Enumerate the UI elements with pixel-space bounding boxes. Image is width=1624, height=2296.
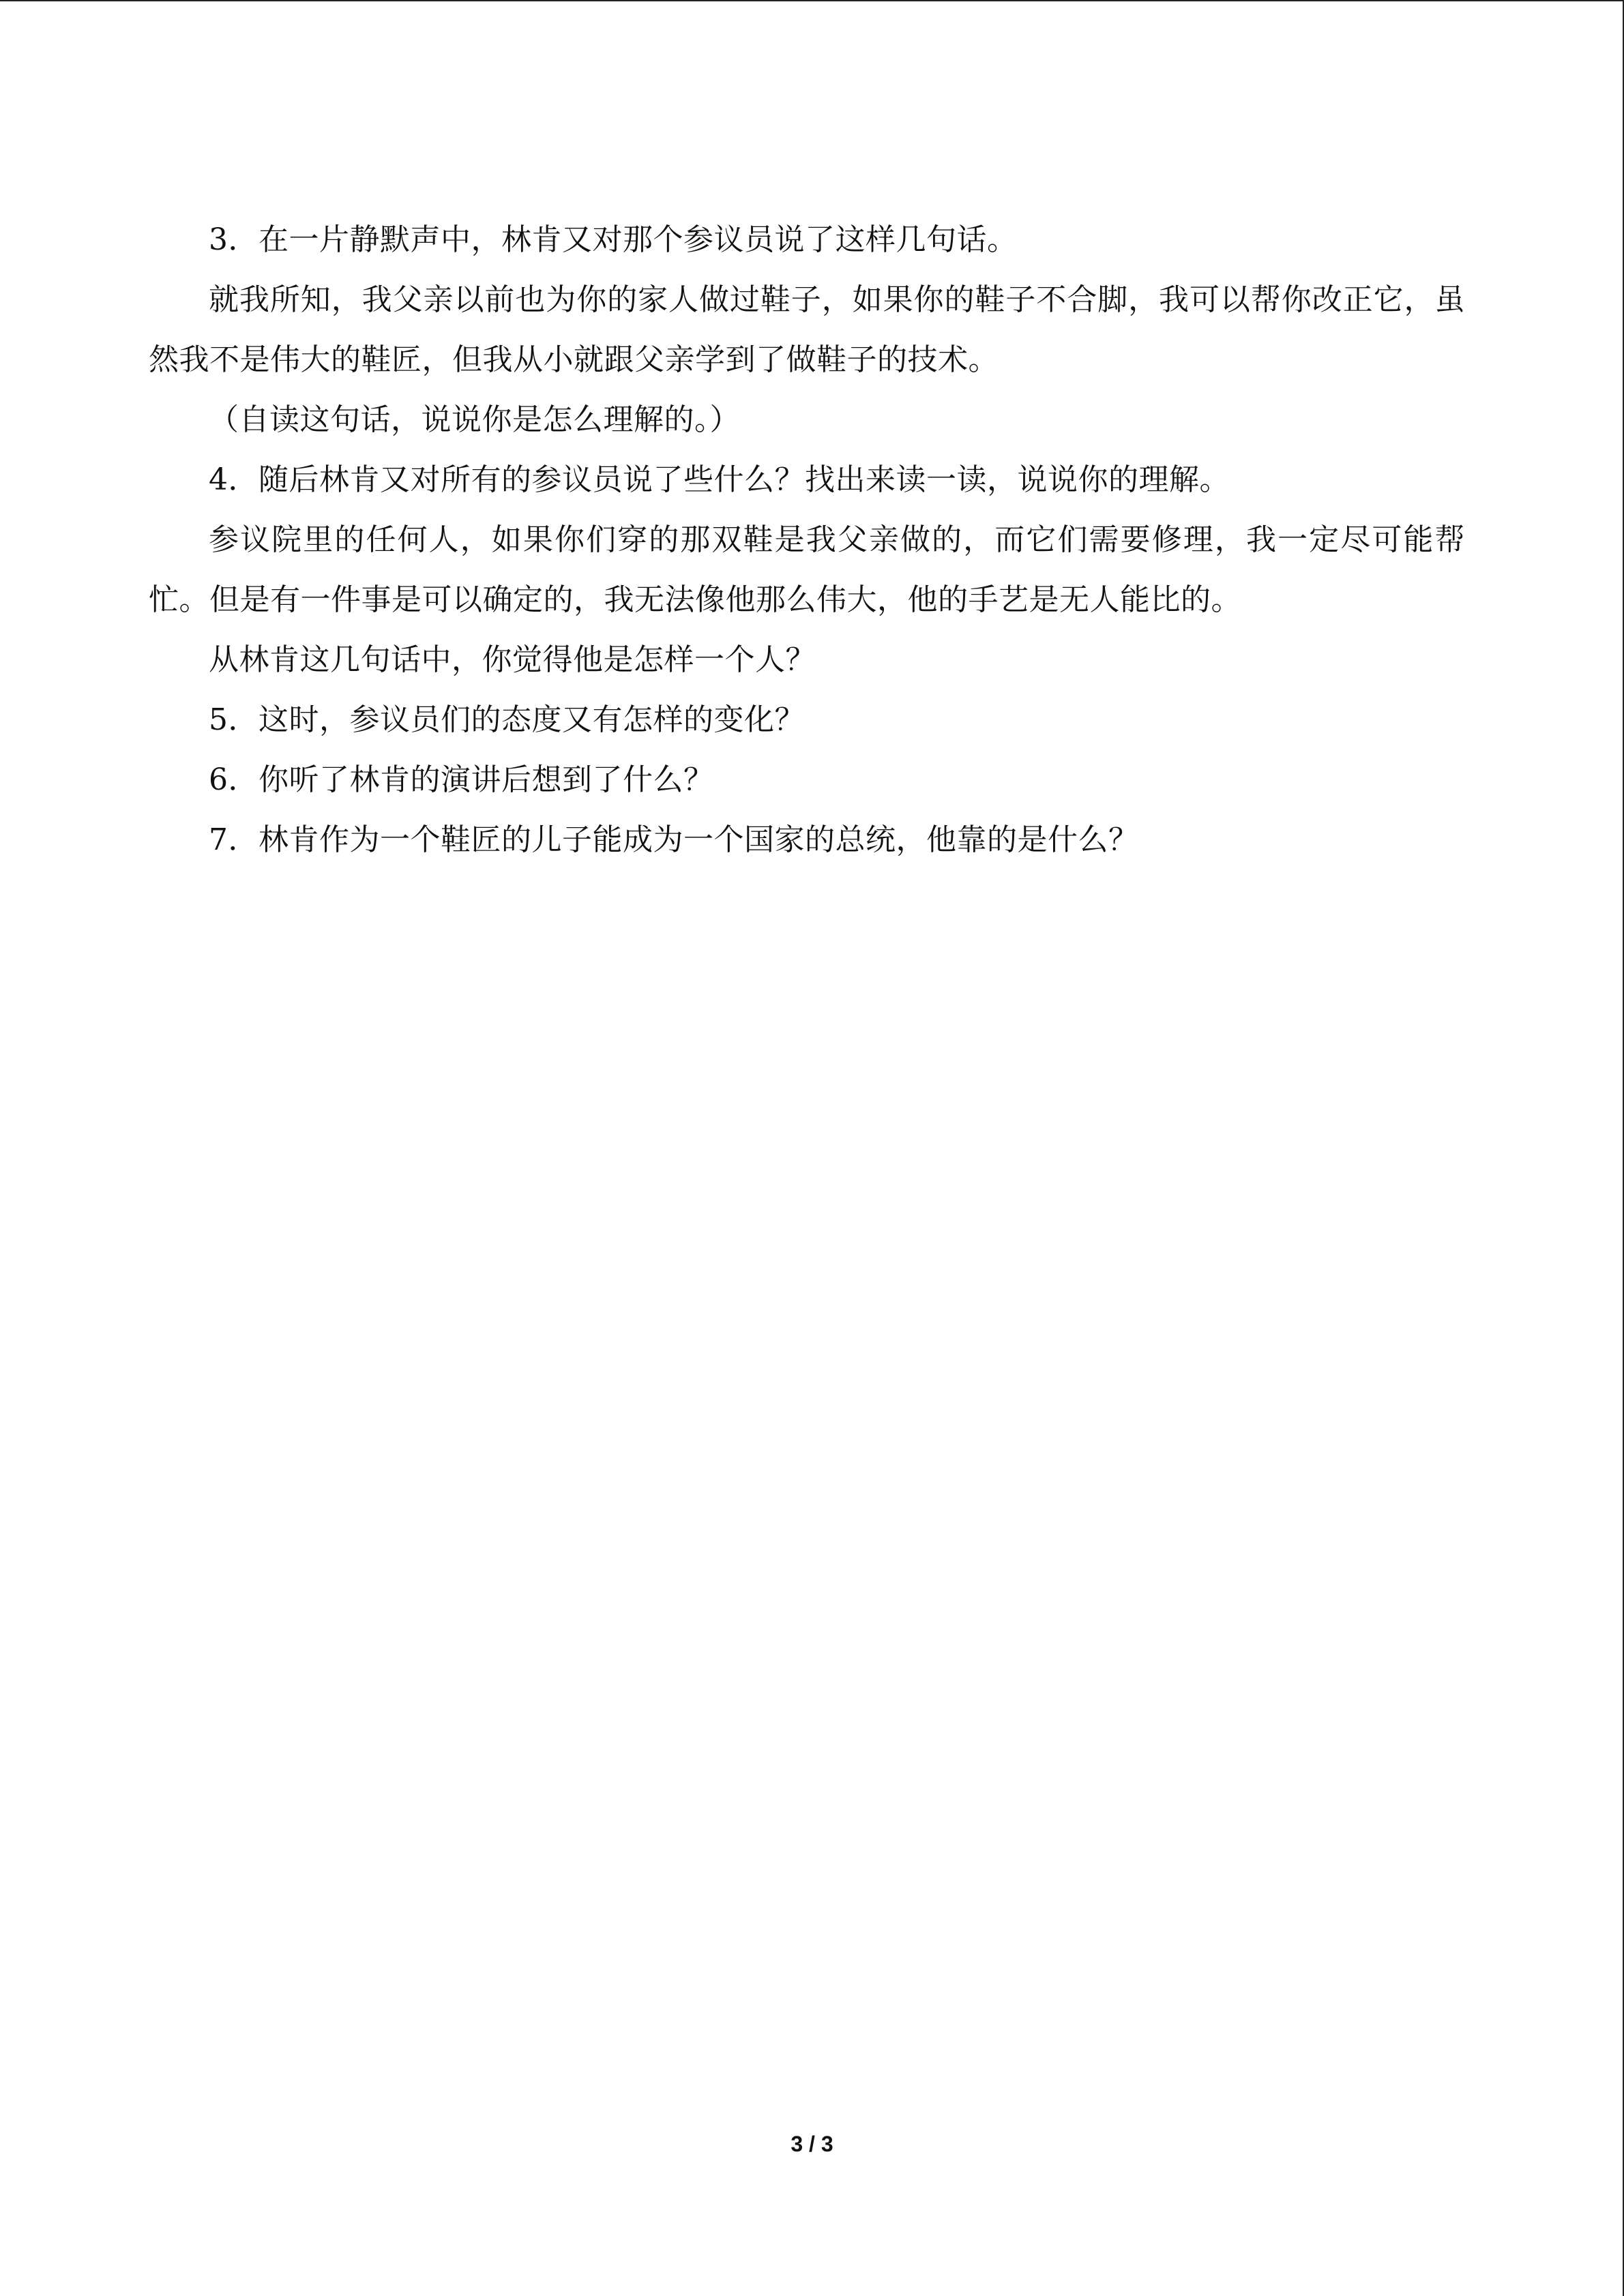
question-5: 5．这时，参议员们的态度又有怎样的变化？ — [209, 702, 805, 737]
reflection-question: 从林肯这几句话中，你觉得他是怎样一个人？ — [209, 642, 816, 677]
page-number: 3 / 3 — [791, 2132, 833, 2156]
document-body — [149, 210, 1465, 870]
question-6: 6．你听了林肯的演讲后想到了什么？ — [209, 762, 714, 797]
reading-prompt: （自读这句话，说说你是怎么理解的。） — [209, 402, 740, 437]
question-3: 3．在一片静默声中，林肯又对那个参议员说了这样几句话。 — [209, 222, 1018, 257]
question-7: 7．林肯作为一个鞋匠的儿子能成为一个国家的总统，他靠的是什么？ — [209, 822, 1139, 857]
quoted-passage-2: 参议院里的任何人，如果你们穿的那双鞋是我父亲做的，而它们需要修理，我一定尽可能帮忙。但是有一件事是可以确定的，我无法像他那么伟大，他的手艺是无人能比的。 — [149, 522, 1465, 617]
question-4: 4．随后林肯又对所有的参议员说了些什么？找出来读一读，说说你的理解。 — [209, 462, 1230, 497]
quoted-passage-1: 就我所知，我父亲以前也为你的家人做过鞋子，如果你的鞋子不合脚，我可以帮你改正它，虽然我不是伟大的鞋匠，但我从小就跟父亲学到了做鞋子的技术。 — [149, 282, 1465, 377]
